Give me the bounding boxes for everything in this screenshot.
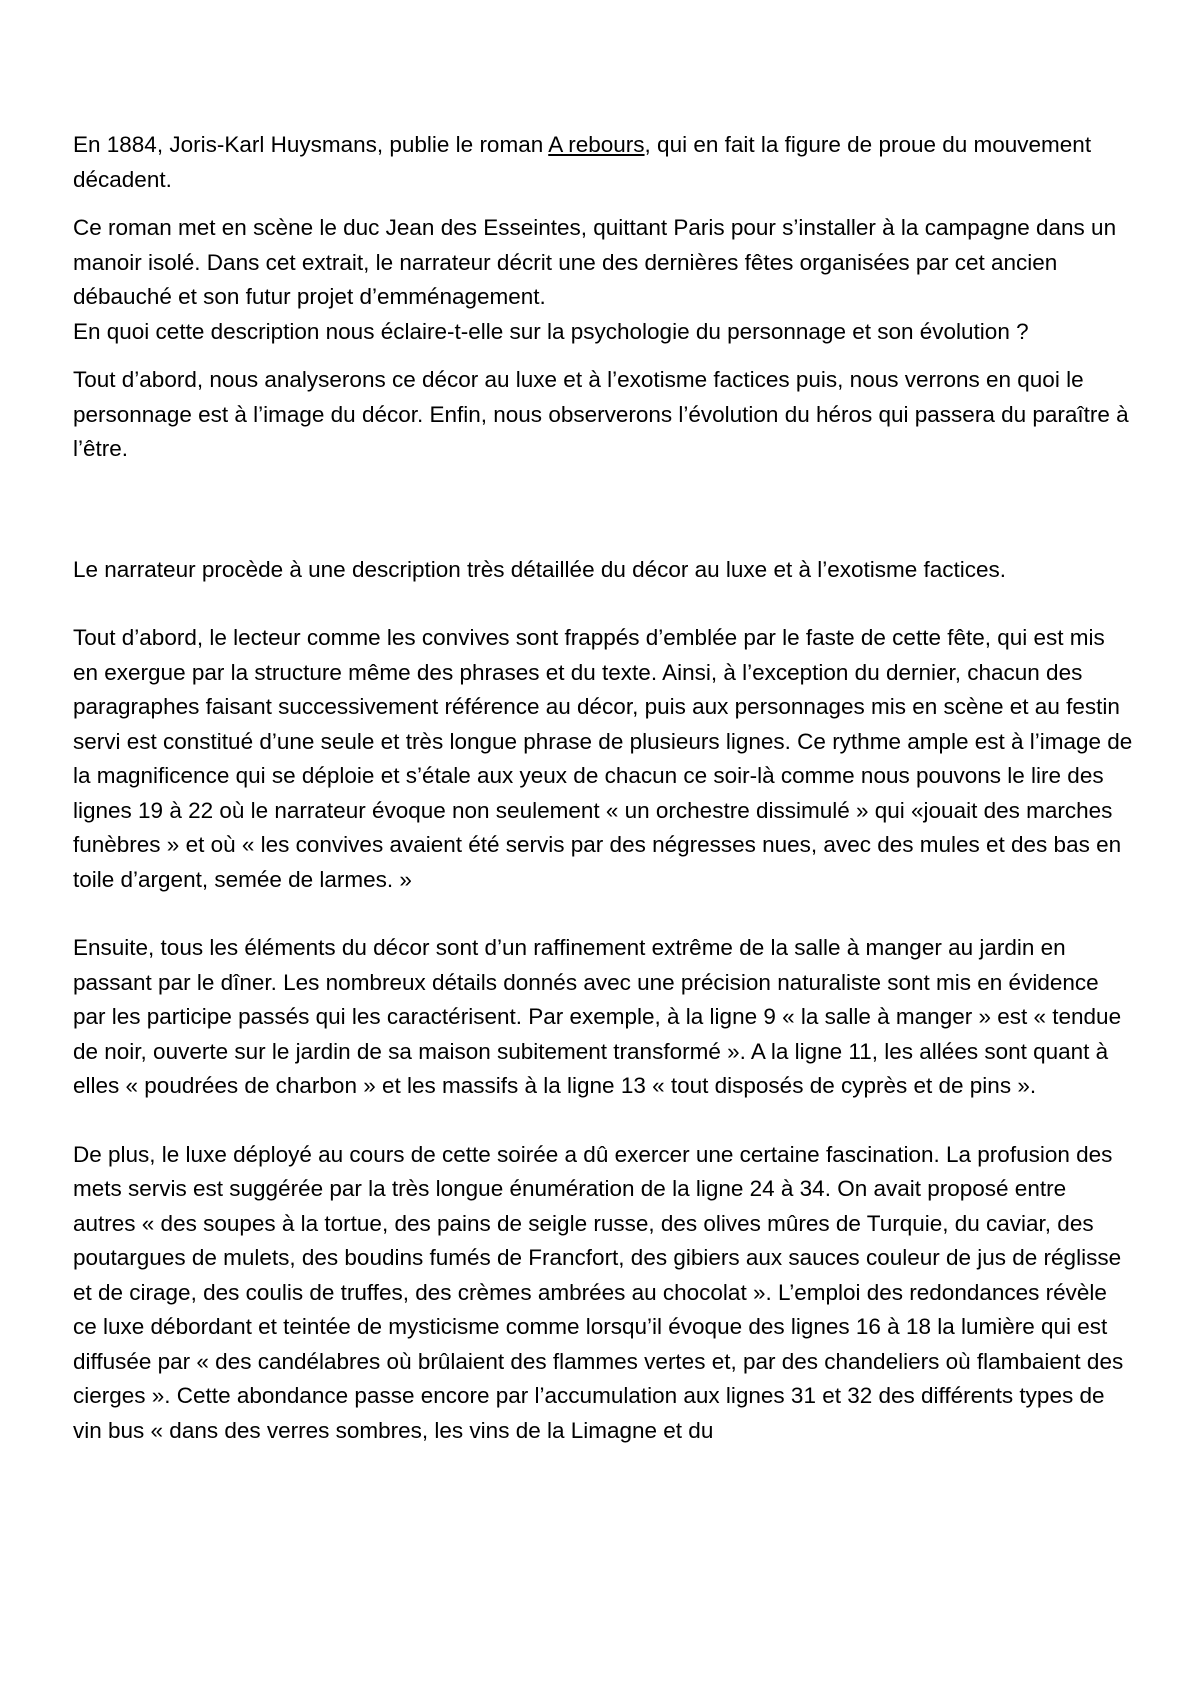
context-paragraph: Ce roman met en scène le duc Jean des Esseintes, quittant Paris pour s’installer à la campagne dans un manoir isolé. Dans cet extrait, le narrateur décrit une des dernières fêtes organisées par cet ancien débauché et son futur projet d’emménagement.	[73, 215, 1117, 309]
novel-title: A rebours	[548, 132, 645, 157]
part-heading: Le narrateur procède à une description très détaillée du décor au luxe et à l’exotisme factices.	[73, 556, 1007, 582]
body-paragraph-3: De plus, le luxe déployé au cours de cette soirée a dû exercer une certaine fascination. La profusion des mets servis est suggérée par la très longue énumération de la ligne 24 à 34. On avait proposé entre autres « des soupes à la tortue, des pains de seigle russe, des olives mûres de Turquie, du caviar, des poutargues de mulets, des boudins fumés de Francfort, des gibiers aux sauces couleur de jus de réglisse et de cirage, des coulis de truffes, des crèmes ambrées au chocolat ». L’emploi des redondances révèle ce luxe débordant et teintée de mysticisme comme lorsqu’il évoque des lignes 16 à 18 la lumière qui est diffusée par « des candélabres où brûlaient des flammes vertes et, par des chandeliers où flambaient des cierges ». Cette abondance passe encore par l’accumulation aux lignes 31 et 32 des différents types de vin bus « dans des verres sombres, les vins de la Limagne et du	[73, 1141, 1124, 1443]
intro-text-end: , qui en fait la figure de proue du mouvement décadent.	[73, 132, 1092, 192]
body-paragraph-1: Tout d’abord, le lecteur comme les convives sont frappés d’emblée par le faste de cette fête, qui est mis en exergue par la structure même des phrases et du texte. Ainsi, à l’exception du dernier, chacun des paragraphes faisant successivement référence au décor, puis aux personnages mis en scène et au festin servi est constitué d’une seule et très longue phrase de plusieurs lignes. Ce rythme ample est à l’image de la magnificence qui se déploie et s’étale aux yeux de chacun ce soir-là comme nous pouvons le lire des lignes 19 à 22 où le narrateur évoque non seulement « un orchestre dissimulé » qui «jouait des marches funèbres » et où « les convives avaient été servis par des négresses nues, avec des mules et des bas en toile d’argent, semée de larmes. »	[73, 625, 1133, 892]
body-paragraph-2: Ensuite, tous les éléments du décor sont d’un raffinement extrême de la salle à manger au jardin en passant par le dîner. Les nombreux détails donnés avec une précision naturaliste sont mis en évidence par les participe passés qui les caractérisent. Par exemple, à la ligne 9 « la salle à manger » est « tendue de noir, ouverte sur le jardin de sa maison subitement transformé ». A la ligne 11, les allées sont quant à elles « poudrées de charbon » et les massifs à la ligne 13 « tout disposés de cyprès et de pins ».	[73, 935, 1122, 1098]
plan-paragraph: Tout d’abord, nous analyserons ce décor au luxe et à l’exotisme factices puis, nous verrons en quoi le personnage est à l’image du décor. Enfin, nous observerons l’évolution du héros qui passera du paraître à l’être.	[73, 367, 1129, 461]
problematic-question: En quoi cette description nous éclaire-t-elle sur la psychologie du personnage et son évolution ?	[73, 318, 1029, 344]
document-body	[73, 128, 1133, 1448]
intro-text-start: En 1884, Joris-Karl Huysmans, publie le roman	[73, 132, 549, 157]
intro-paragraph	[73, 128, 1133, 197]
